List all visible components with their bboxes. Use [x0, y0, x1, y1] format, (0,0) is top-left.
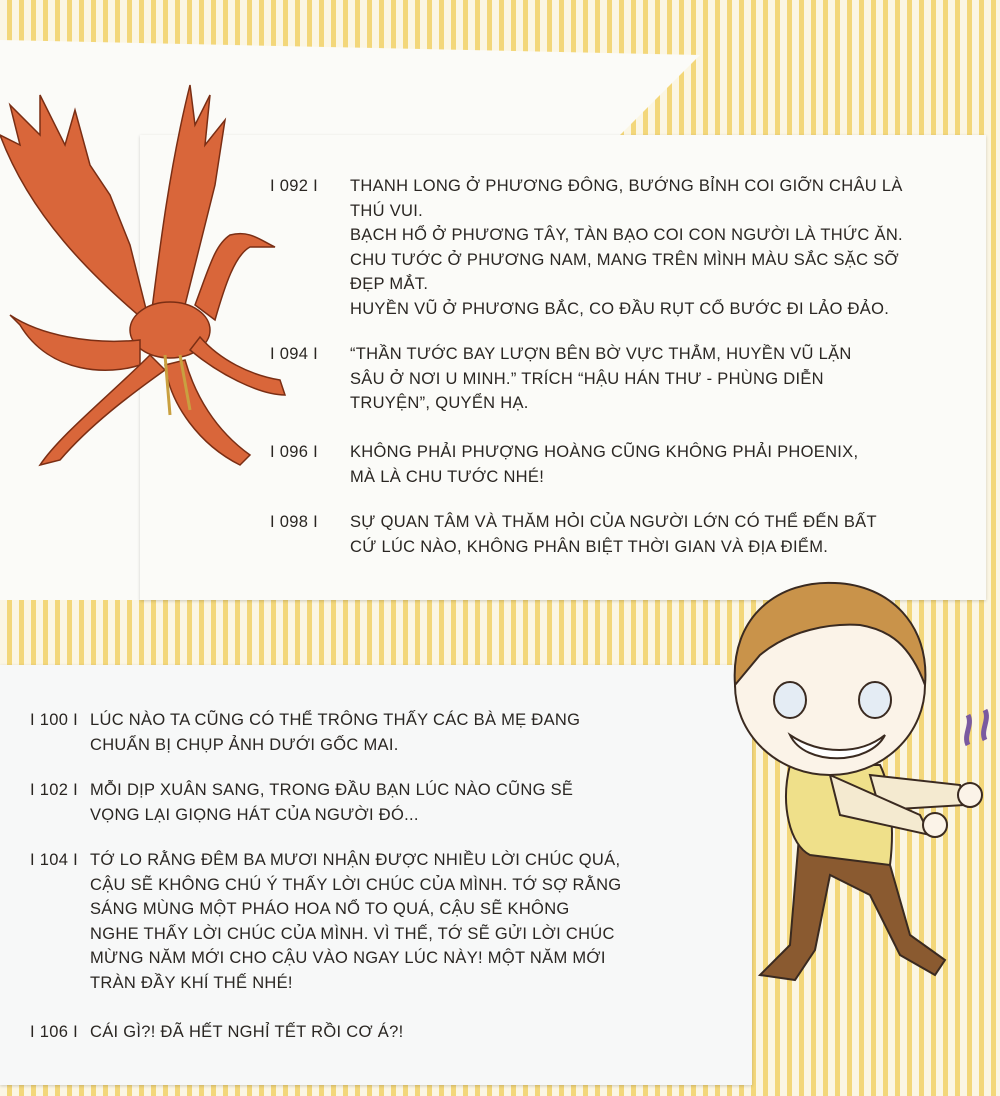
note-line: “THẦN TƯỚC BAY LƯỢN BÊN BỜ VỰC THẲM, HUYỀN VŨ LẶN	[350, 345, 852, 363]
note-line: ĐẸP MẮT.	[350, 275, 429, 293]
chibi-boy-illustration	[720, 575, 1000, 1005]
note-line: KHÔNG PHẢI PHƯỢNG HOÀNG CŨNG KHÔNG PHẢI PHOENIX,	[350, 443, 859, 461]
note-line: TRÀN ĐẦY KHÍ THẾ NHÉ!	[90, 973, 293, 992]
note-line: VỌNG LẠI GIỌNG HÁT CỦA NGƯỜI ĐÓ...	[90, 805, 419, 824]
note-line: CỨ LÚC NÀO, KHÔNG PHÂN BIỆT THỜI GIAN VÀ ĐỊA ĐIỂM.	[350, 537, 829, 556]
note-line: SỰ QUAN TÂM VÀ THĂM HỎI CỦA NGƯỜI LỚN CÓ THỂ ĐẾN BẤT	[350, 513, 877, 531]
note-number: I 102 I	[30, 781, 78, 799]
note-line: TỚ LO RẰNG ĐÊM BA MƯƠI NHẬN ĐƯỢC NHIỀU LỜI CHÚC QUÁ,	[90, 851, 621, 869]
note-line: MÀ LÀ CHU TƯỚC NHÉ!	[350, 467, 545, 486]
phoenix-illustration	[0, 75, 290, 475]
note-line: THANH LONG Ở PHƯƠNG ĐÔNG, BƯỚNG BỈNH COI GIỠN CHÂU LÀ	[350, 177, 903, 195]
note-line: CẬU SẼ KHÔNG CHÚ Ý THẤY LỜI CHÚC CỦA MÌNH. TỚ SỢ RẰNG	[90, 875, 622, 894]
note-line: BẠCH HỔ Ở PHƯƠNG TÂY, TÀN BẠO COI CON NGƯỜI LÀ THỨC ĂN.	[350, 226, 903, 244]
note-line: TRUYỆN”, QUYỂN HẠ.	[350, 394, 529, 412]
note-number: I 098 I	[270, 513, 318, 531]
note-number: I 100 I	[30, 711, 78, 729]
note-line: CHU TƯỚC Ở PHƯƠNG NAM, MANG TRÊN MÌNH MÀU SẮC SẶC SỠ	[350, 250, 899, 269]
note-line: HUYỀN VŨ Ở PHƯƠNG BẮC, CO ĐẦU RỤT CỔ BƯỚC ĐI LẢO ĐẢO.	[350, 299, 890, 318]
note-line: LÚC NÀO TA CŨNG CÓ THỂ TRÔNG THẤY CÁC BÀ MẸ ĐANG	[90, 711, 581, 729]
note-number: I 092 I	[270, 177, 318, 195]
note-line: CÁI GÌ?! ĐÃ HẾT NGHỈ TẾT RỒI CƠ Á?!	[90, 1023, 404, 1041]
note-number: I 106 I	[30, 1023, 78, 1041]
note-line: MỖI DỊP XUÂN SANG, TRONG ĐẦU BẠN LÚC NÀO CŨNG SẼ	[90, 781, 574, 799]
note-number: I 096 I	[270, 443, 318, 461]
note-number: I 094 I	[270, 345, 318, 363]
note-line: SÂU Ở NƠI U MINH.” TRÍCH “HẬU HÁN THƯ - PHÙNG DIỄN	[350, 369, 824, 388]
note-number: I 104 I	[30, 851, 78, 869]
note-line: MỪNG NĂM MỚI CHO CẬU VÀO NGAY LÚC NÀY! MỘT NĂM MỚI	[90, 949, 606, 967]
note-line: SÁNG MÙNG MỘT PHÁO HOA NỔ TO QUÁ, CẬU SẼ KHÔNG	[90, 900, 570, 918]
note-line: CHUẨN BỊ CHỤP ẢNH DƯỚI GỐC MAI.	[90, 735, 399, 754]
note-line: NGHE THẤY LỜI CHÚC CỦA MÌNH. VÌ THẾ, TỚ SẼ GỬI LỜI CHÚC	[90, 924, 615, 943]
note-line: THÚ VUI.	[350, 201, 423, 220]
